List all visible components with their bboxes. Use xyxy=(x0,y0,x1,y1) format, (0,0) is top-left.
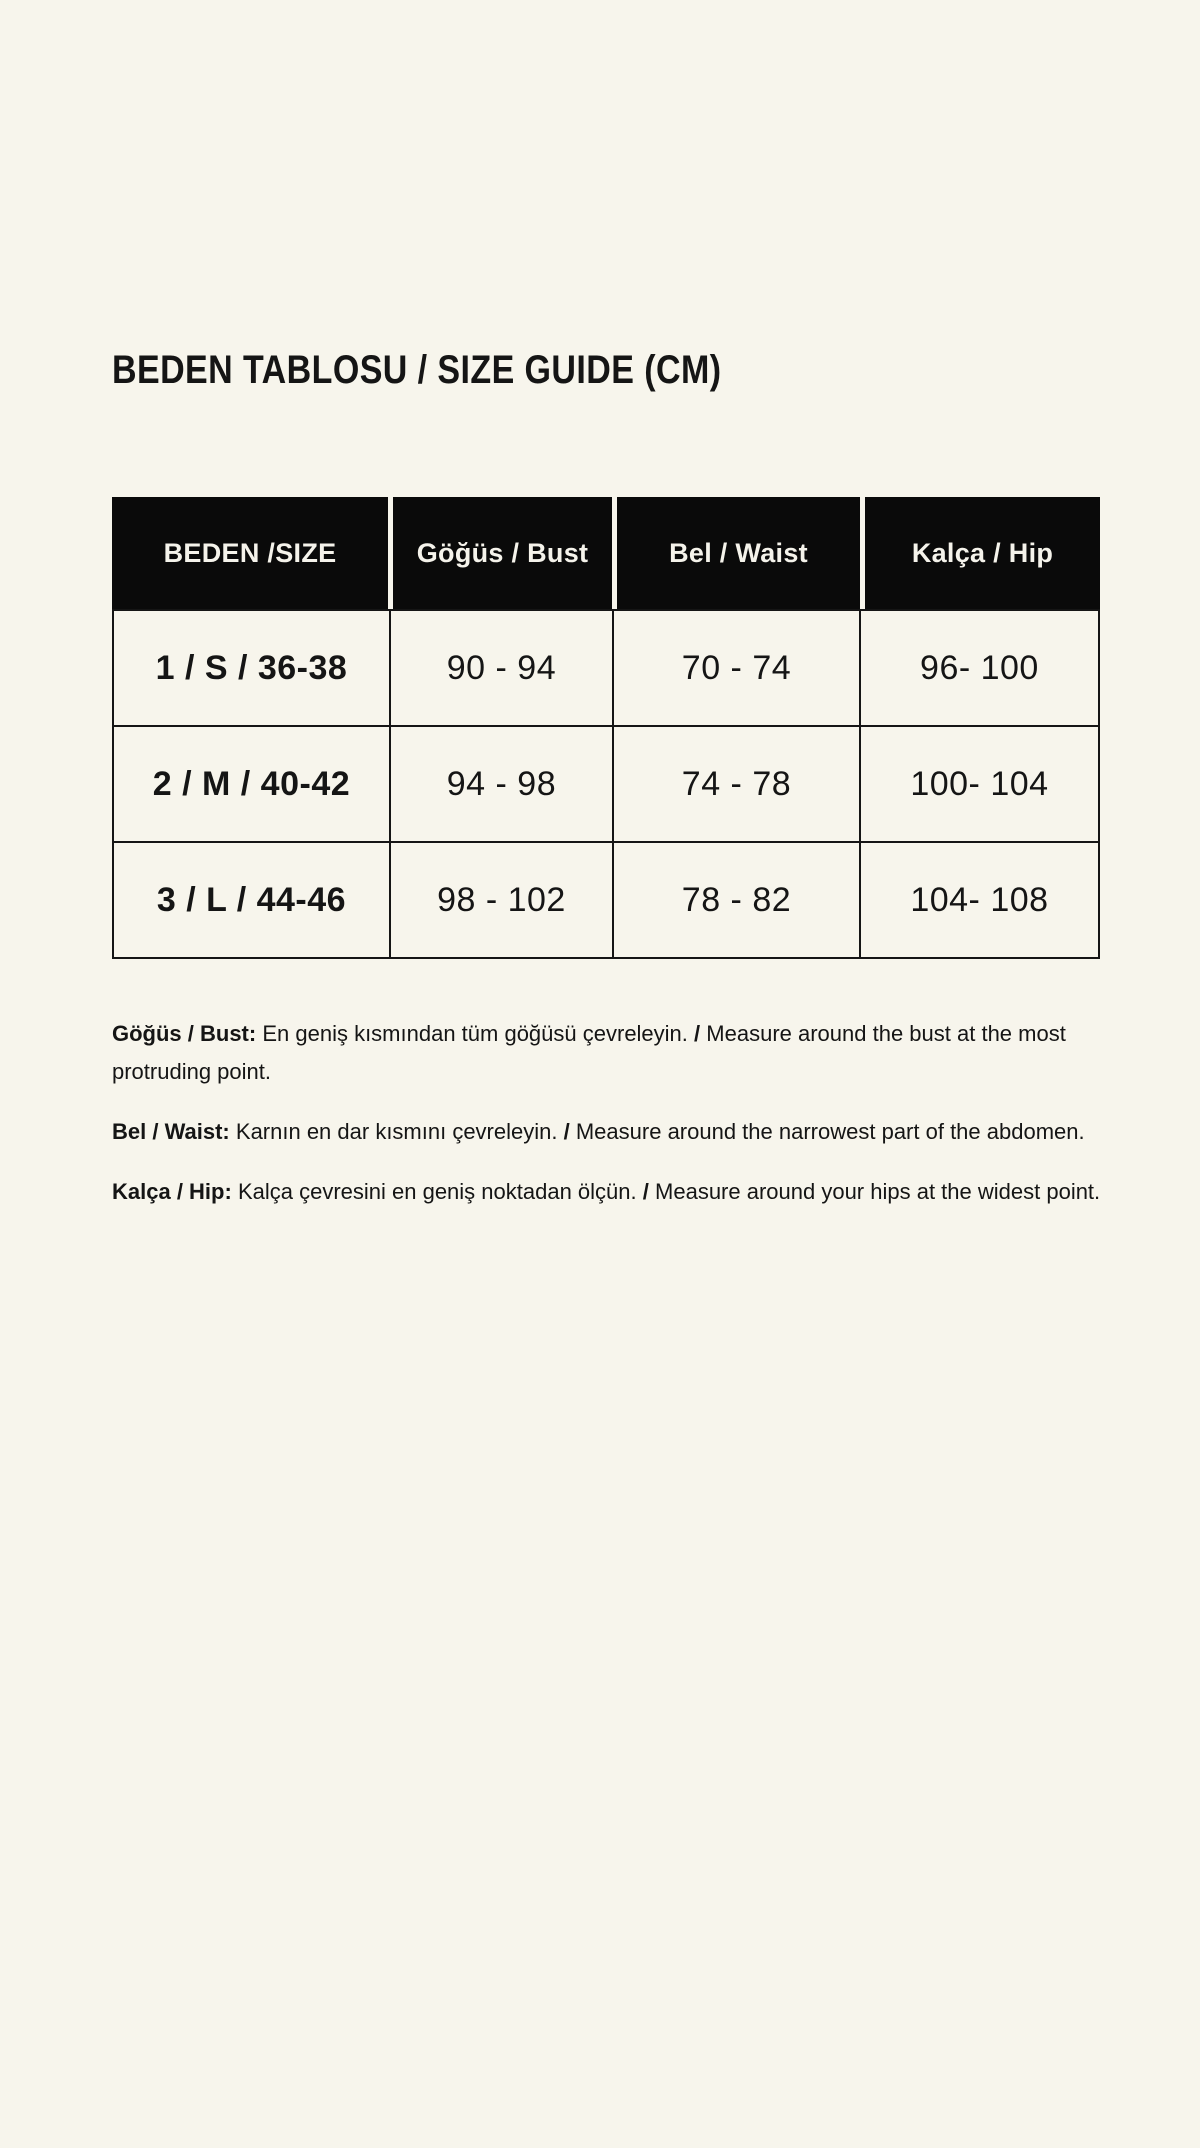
note-waist-label: Bel / Waist: xyxy=(112,1119,230,1144)
page-title: BEDEN TABLOSU / SIZE GUIDE (CM) xyxy=(112,348,722,392)
note-hip-english: Measure around your hips at the widest point. xyxy=(655,1179,1101,1204)
cell-hip: 96- 100 xyxy=(859,611,1098,725)
note-hip-separator: / xyxy=(642,1179,649,1204)
measurement-notes xyxy=(112,1015,1112,1211)
size-guide-page xyxy=(0,348,1200,2148)
note-waist-turkish: Karnın en dar kısmını çevreleyin. xyxy=(235,1119,558,1144)
note-bust-turkish: En geniş kısmından tüm göğüsü çevreleyin. xyxy=(262,1021,688,1046)
cell-bust: 94 - 98 xyxy=(389,727,612,841)
cell-size: 3 / L / 44-46 xyxy=(156,880,347,919)
table-row-small xyxy=(114,611,1098,725)
table-row-large xyxy=(114,841,1098,957)
cell-hip: 104- 108 xyxy=(859,843,1098,957)
note-waist xyxy=(112,1113,1112,1151)
cell-bust: 98 - 102 xyxy=(389,843,612,957)
note-waist-separator: / xyxy=(563,1119,570,1144)
note-hip-label: Kalça / Hip: xyxy=(112,1179,232,1204)
note-waist-english: Measure around the narrowest part of the abdomen. xyxy=(575,1119,1085,1144)
header-cell-bust: Göğüs / Bust xyxy=(388,497,612,609)
cell-size: 1 / S / 36-38 xyxy=(155,648,348,687)
note-bust-english: Measure around the bust at the most protruding point. xyxy=(112,1021,1066,1084)
table-row-medium xyxy=(114,725,1098,841)
header-cell-size: BEDEN /SIZE xyxy=(112,497,388,609)
cell-bust: 90 - 94 xyxy=(389,611,612,725)
note-bust-separator: / xyxy=(694,1021,701,1046)
size-table-header-row xyxy=(112,497,1100,609)
note-hip xyxy=(112,1173,1112,1211)
cell-size: 2 / M / 40-42 xyxy=(152,764,351,803)
size-table-body xyxy=(112,609,1100,959)
note-hip-turkish: Kalça çevresini en geniş noktadan ölçün. xyxy=(237,1179,637,1204)
note-bust-label: Göğüs / Bust: xyxy=(112,1021,257,1046)
note-bust xyxy=(112,1015,1112,1091)
header-cell-hip: Kalça / Hip xyxy=(860,497,1100,609)
cell-hip: 100- 104 xyxy=(859,727,1098,841)
cell-waist: 74 - 78 xyxy=(612,727,859,841)
cell-waist: 70 - 74 xyxy=(612,611,859,725)
header-cell-waist: Bel / Waist xyxy=(612,497,860,609)
size-table xyxy=(112,497,1100,959)
cell-waist: 78 - 82 xyxy=(612,843,859,957)
